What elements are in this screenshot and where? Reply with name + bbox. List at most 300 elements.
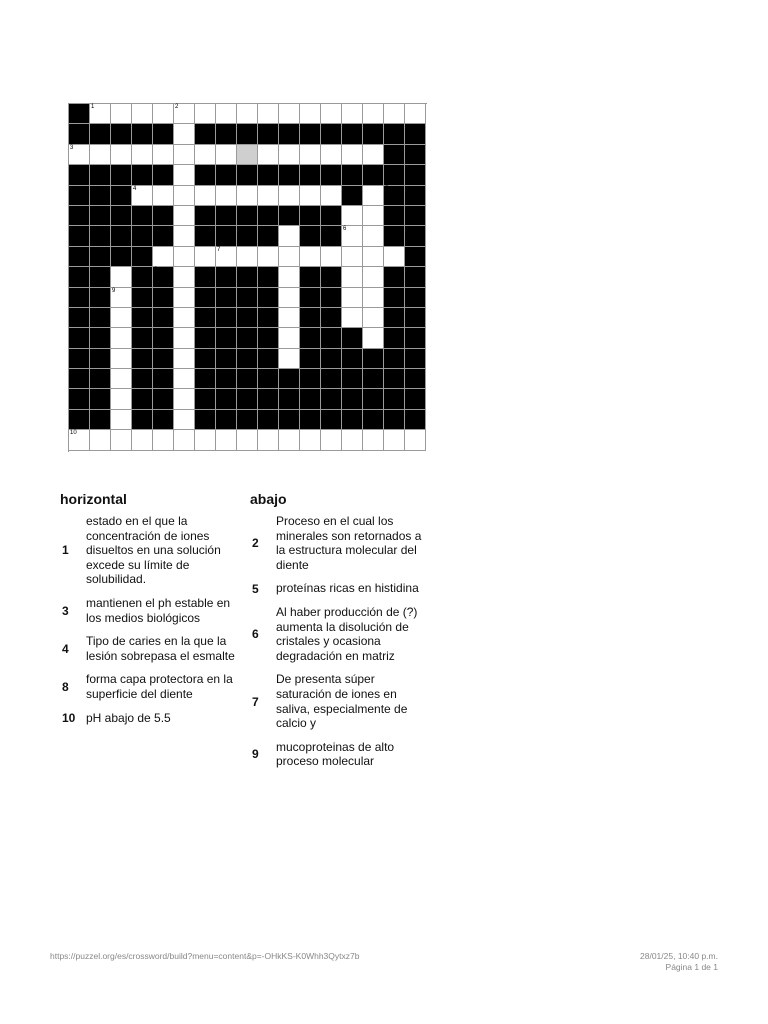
grid-block-cell [132, 165, 153, 185]
grid-block-cell [90, 267, 111, 287]
grid-block-cell [342, 124, 363, 144]
clue-text: Tipo de caries en la que la lesión sobrepasa el esmalte [86, 634, 235, 663]
grid-letter-cell[interactable] [384, 247, 405, 267]
grid-block-cell [132, 206, 153, 226]
grid-letter-cell[interactable] [363, 104, 384, 124]
grid-block-cell [132, 389, 153, 409]
grid-letter-cell[interactable] [279, 145, 300, 165]
clue-item [60, 596, 240, 625]
grid-letter-cell[interactable] [132, 430, 153, 450]
grid-block-cell [405, 186, 426, 206]
grid-block-cell [405, 288, 426, 308]
grid-block-cell [384, 165, 405, 185]
grid-letter-cell[interactable] [195, 430, 216, 450]
grid-block-cell [258, 349, 279, 369]
grid-letter-cell[interactable] [405, 430, 426, 450]
grid-block-cell [300, 165, 321, 185]
grid-block-cell [69, 267, 90, 287]
across-clue-list [60, 514, 240, 725]
grid-letter-cell[interactable] [153, 430, 174, 450]
grid-letter-cell[interactable] [321, 145, 342, 165]
clue-number: 1 [62, 543, 69, 558]
grid-block-cell [321, 165, 342, 185]
grid-letter-cell[interactable] [342, 247, 363, 267]
grid-block-cell [384, 186, 405, 206]
grid-block-cell [321, 267, 342, 287]
clue-text: proteínas ricas en histidina [276, 581, 419, 596]
clue-text: estado en el que la concentración de iones disueltos en una solución excede su límite de solubilidad. [86, 514, 221, 587]
grid-letter-cell[interactable] [363, 206, 384, 226]
grid-letter-cell[interactable] [132, 145, 153, 165]
grid-block-cell [132, 124, 153, 144]
grid-letter-cell[interactable] [216, 145, 237, 165]
grid-letter-cell[interactable] [132, 186, 153, 206]
clue-number-label: 2 [175, 104, 179, 110]
clue-item [250, 581, 430, 596]
grid-letter-cell[interactable] [174, 410, 195, 430]
grid-block-cell [69, 349, 90, 369]
grid-block-cell [90, 124, 111, 144]
grid-letter-cell[interactable] [174, 328, 195, 348]
grid-block-cell [258, 369, 279, 389]
grid-block-cell [69, 247, 90, 267]
grid-block-cell [216, 349, 237, 369]
grid-block-cell [258, 226, 279, 246]
grid-block-cell [384, 226, 405, 246]
grid-block-cell [132, 288, 153, 308]
grid-block-cell [384, 308, 405, 328]
clue-number-label: 1 [91, 104, 95, 110]
grid-letter-cell[interactable] [405, 104, 426, 124]
grid-block-cell [258, 410, 279, 430]
across-title: horizontal [60, 491, 127, 507]
grid-block-cell [405, 206, 426, 226]
grid-block-cell [384, 206, 405, 226]
grid-block-cell [90, 206, 111, 226]
grid-block-cell [153, 369, 174, 389]
grid-letter-cell[interactable] [363, 186, 384, 206]
grid-block-cell [195, 369, 216, 389]
grid-block-cell [384, 389, 405, 409]
grid-letter-cell[interactable] [216, 186, 237, 206]
grid-block-cell [384, 349, 405, 369]
grid-block-cell [405, 226, 426, 246]
grid-letter-cell[interactable] [153, 186, 174, 206]
grid-block-cell [69, 389, 90, 409]
grid-block-cell [237, 349, 258, 369]
clue-number-label: 6 [343, 226, 347, 233]
grid-letter-cell[interactable] [321, 247, 342, 267]
grid-block-cell [69, 124, 90, 144]
grid-letter-cell[interactable] [279, 104, 300, 124]
grid-block-cell [132, 410, 153, 430]
grid-letter-cell[interactable] [342, 430, 363, 450]
grid-block-cell [195, 308, 216, 328]
grid-block-cell [342, 410, 363, 430]
grid-block-cell [195, 328, 216, 348]
grid-block-cell [321, 206, 342, 226]
grid-block-cell [300, 308, 321, 328]
grid-letter-cell[interactable] [321, 430, 342, 450]
crossword-grid [68, 103, 427, 452]
grid-letter-cell[interactable] [363, 328, 384, 348]
clue-number: 2 [252, 536, 259, 551]
grid-letter-cell[interactable] [363, 267, 384, 287]
grid-letter-cell[interactable] [174, 369, 195, 389]
grid-letter-cell[interactable] [300, 247, 321, 267]
grid-letter-cell[interactable] [321, 104, 342, 124]
grid-block-cell [90, 410, 111, 430]
grid-letter-cell[interactable] [111, 145, 132, 165]
grid-block-cell [111, 247, 132, 267]
grid-block-cell [153, 165, 174, 185]
grid-block-cell [258, 288, 279, 308]
grid-block-cell [342, 369, 363, 389]
grid-block-cell [111, 186, 132, 206]
grid-letter-cell[interactable] [153, 145, 174, 165]
grid-letter-cell[interactable] [279, 288, 300, 308]
grid-letter-cell[interactable] [174, 206, 195, 226]
grid-letter-cell[interactable] [384, 430, 405, 450]
grid-block-cell [342, 389, 363, 409]
footer-meta [640, 951, 718, 973]
clue-item [250, 514, 430, 572]
grid-block-cell [216, 124, 237, 144]
grid-block-cell [237, 410, 258, 430]
grid-letter-cell[interactable] [174, 186, 195, 206]
grid-block-cell [153, 410, 174, 430]
clue-number: 6 [252, 627, 259, 642]
grid-letter-cell[interactable] [279, 226, 300, 246]
clue-number-label: 9 [112, 287, 116, 294]
grid-letter-cell[interactable] [342, 308, 363, 328]
grid-block-cell [300, 328, 321, 348]
grid-block-cell [279, 410, 300, 430]
grid-block-cell [405, 308, 426, 328]
grid-letter-cell[interactable] [342, 104, 363, 124]
grid-letter-cell[interactable] [174, 288, 195, 308]
grid-letter-cell[interactable] [321, 186, 342, 206]
grid-block-cell [195, 267, 216, 287]
clue-number: 3 [62, 603, 69, 618]
clue-text: forma capa protectora en la superficie del diente [86, 672, 233, 701]
grid-block-cell [216, 389, 237, 409]
grid-letter-cell[interactable] [111, 288, 132, 308]
grid-letter-cell[interactable] [300, 104, 321, 124]
grid-block-cell [237, 267, 258, 287]
grid-block-cell [237, 288, 258, 308]
grid-letter-cell[interactable] [69, 430, 90, 450]
grid-block-cell [384, 369, 405, 389]
grid-letter-cell[interactable] [216, 104, 237, 124]
grid-letter-cell[interactable] [363, 145, 384, 165]
grid-block-cell [405, 328, 426, 348]
grid-letter-cell[interactable] [342, 267, 363, 287]
grid-letter-cell[interactable] [111, 267, 132, 287]
grid-block-cell [195, 288, 216, 308]
footer-page: Página 1 de 1 [665, 962, 718, 972]
grid-block-cell [237, 124, 258, 144]
grid-letter-cell[interactable] [258, 104, 279, 124]
grid-block-cell [153, 267, 174, 287]
grid-block-cell [363, 389, 384, 409]
grid-block-cell [69, 186, 90, 206]
grid-block-cell [300, 267, 321, 287]
grid-block-cell [321, 308, 342, 328]
footer-datetime: 28/01/25, 10:40 p.m. [640, 951, 718, 961]
grid-block-cell [153, 328, 174, 348]
clue-item [60, 711, 240, 726]
grid-letter-cell[interactable] [90, 430, 111, 450]
grid-letter-cell[interactable] [111, 369, 132, 389]
grid-block-cell [321, 288, 342, 308]
grid-block-cell [405, 410, 426, 430]
grid-block-cell [279, 206, 300, 226]
grid-block-cell [195, 410, 216, 430]
grid-block-cell [195, 206, 216, 226]
grid-letter-cell[interactable] [195, 145, 216, 165]
grid-block-cell [342, 186, 363, 206]
grid-block-cell [405, 369, 426, 389]
grid-block-cell [90, 389, 111, 409]
grid-block-cell [132, 226, 153, 246]
grid-letter-cell[interactable] [279, 247, 300, 267]
grid-letter-cell[interactable] [363, 226, 384, 246]
grid-letter-cell[interactable] [237, 430, 258, 450]
grid-block-cell [216, 308, 237, 328]
grid-block-cell [258, 206, 279, 226]
grid-block-cell [216, 206, 237, 226]
grid-letter-cell[interactable] [174, 267, 195, 287]
grid-letter-cell[interactable] [279, 186, 300, 206]
clue-number: 8 [62, 679, 69, 694]
grid-block-cell [216, 369, 237, 389]
grid-block-cell [132, 267, 153, 287]
grid-letter-cell[interactable] [69, 145, 90, 165]
grid-block-cell [279, 389, 300, 409]
grid-block-cell [279, 369, 300, 389]
grid-letter-cell[interactable] [195, 104, 216, 124]
grid-block-cell [153, 389, 174, 409]
grid-letter-cell[interactable] [153, 104, 174, 124]
grid-letter-cell[interactable] [237, 104, 258, 124]
grid-block-cell [279, 165, 300, 185]
grid-block-cell [237, 328, 258, 348]
grid-letter-cell[interactable] [216, 247, 237, 267]
grid-letter-cell[interactable] [132, 104, 153, 124]
grid-block-cell [237, 389, 258, 409]
clue-number: 4 [62, 641, 69, 656]
clue-number-label: 3 [70, 144, 74, 151]
grid-letter-cell[interactable] [279, 349, 300, 369]
grid-block-cell [258, 124, 279, 144]
grid-letter-cell[interactable] [237, 145, 258, 165]
down-clue-list [250, 514, 430, 769]
grid-block-cell [300, 124, 321, 144]
grid-block-cell [384, 124, 405, 144]
clue-item [250, 740, 430, 769]
grid-block-cell [90, 328, 111, 348]
grid-block-cell [195, 349, 216, 369]
grid-block-cell [237, 369, 258, 389]
clue-item [250, 672, 430, 730]
grid-letter-cell[interactable] [174, 430, 195, 450]
grid-block-cell [195, 124, 216, 144]
clue-number-label: 5 [385, 185, 389, 192]
grid-letter-cell[interactable] [342, 288, 363, 308]
grid-letter-cell[interactable] [174, 104, 195, 124]
grid-block-cell [153, 206, 174, 226]
grid-letter-cell[interactable] [174, 124, 195, 144]
grid-letter-cell[interactable] [237, 186, 258, 206]
grid-letter-cell[interactable] [363, 308, 384, 328]
grid-block-cell [69, 165, 90, 185]
grid-block-cell [195, 226, 216, 246]
grid-letter-cell[interactable] [195, 247, 216, 267]
grid-block-cell [90, 369, 111, 389]
grid-letter-cell[interactable] [279, 328, 300, 348]
grid-letter-cell[interactable] [111, 389, 132, 409]
clue-text: Al haber producción de (?) aumenta la disolución de cristales y ocasiona degradación en matriz [276, 604, 418, 663]
clue-text: mantienen el ph estable en los medios biológicos [86, 595, 231, 625]
grid-block-cell [321, 410, 342, 430]
grid-block-cell [363, 410, 384, 430]
grid-block-cell [300, 206, 321, 226]
grid-block-cell [195, 165, 216, 185]
clue-number: 10 [62, 710, 76, 725]
grid-block-cell [90, 308, 111, 328]
grid-block-cell [300, 349, 321, 369]
clue-number: 9 [252, 747, 259, 762]
grid-letter-cell[interactable] [342, 226, 363, 246]
grid-block-cell [258, 308, 279, 328]
footer-url: https://puzzel.org/es/crossword/build?menu=content&p=-OHkKS-K0Whh3Qytxz7b [50, 951, 360, 961]
grid-letter-cell[interactable] [216, 430, 237, 450]
clue-number-label: 4 [133, 185, 137, 192]
grid-letter-cell[interactable] [174, 145, 195, 165]
grid-block-cell [132, 308, 153, 328]
grid-block-cell [90, 226, 111, 246]
grid-letter-cell[interactable] [342, 145, 363, 165]
grid-block-cell [321, 349, 342, 369]
grid-letter-cell[interactable] [300, 186, 321, 206]
grid-block-cell [405, 389, 426, 409]
grid-letter-cell[interactable] [153, 247, 174, 267]
grid-letter-cell[interactable] [111, 328, 132, 348]
grid-block-cell [405, 267, 426, 287]
grid-letter-cell[interactable] [300, 145, 321, 165]
grid-letter-cell[interactable] [258, 247, 279, 267]
grid-block-cell [90, 186, 111, 206]
clue-number-label: 7 [217, 246, 221, 253]
grid-block-cell [237, 165, 258, 185]
grid-letter-cell[interactable] [384, 104, 405, 124]
grid-block-cell [321, 389, 342, 409]
grid-letter-cell[interactable] [174, 389, 195, 409]
grid-letter-cell[interactable] [258, 186, 279, 206]
grid-block-cell [216, 410, 237, 430]
grid-block-cell [216, 165, 237, 185]
grid-block-cell [153, 308, 174, 328]
grid-block-cell [132, 328, 153, 348]
grid-letter-cell[interactable] [174, 226, 195, 246]
grid-letter-cell[interactable] [279, 430, 300, 450]
grid-letter-cell[interactable] [111, 410, 132, 430]
grid-letter-cell[interactable] [258, 430, 279, 450]
grid-block-cell [90, 349, 111, 369]
grid-letter-cell[interactable] [111, 104, 132, 124]
clue-number: 5 [252, 581, 259, 596]
grid-block-cell [153, 226, 174, 246]
grid-letter-cell[interactable] [174, 308, 195, 328]
grid-letter-cell[interactable] [342, 206, 363, 226]
grid-block-cell [405, 124, 426, 144]
clue-item [250, 605, 430, 663]
grid-block-cell [321, 328, 342, 348]
grid-letter-cell[interactable] [279, 308, 300, 328]
grid-block-cell [384, 288, 405, 308]
grid-letter-cell[interactable] [111, 308, 132, 328]
grid-block-cell [153, 288, 174, 308]
grid-letter-cell[interactable] [363, 247, 384, 267]
grid-block-cell [237, 206, 258, 226]
grid-block-cell [384, 145, 405, 165]
grid-block-cell [342, 328, 363, 348]
grid-letter-cell[interactable] [363, 430, 384, 450]
grid-letter-cell[interactable] [111, 430, 132, 450]
grid-letter-cell[interactable] [174, 165, 195, 185]
grid-block-cell [216, 328, 237, 348]
grid-block-cell [90, 288, 111, 308]
grid-block-cell [405, 145, 426, 165]
grid-letter-cell[interactable] [90, 104, 111, 124]
grid-block-cell [342, 349, 363, 369]
grid-block-cell [363, 349, 384, 369]
grid-letter-cell[interactable] [363, 288, 384, 308]
grid-letter-cell[interactable] [195, 186, 216, 206]
grid-block-cell [69, 410, 90, 430]
grid-letter-cell[interactable] [111, 349, 132, 369]
grid-block-cell [321, 124, 342, 144]
grid-block-cell [384, 267, 405, 287]
clue-item [60, 672, 240, 701]
grid-letter-cell[interactable] [174, 349, 195, 369]
grid-block-cell [258, 267, 279, 287]
grid-block-cell [258, 328, 279, 348]
grid-block-cell [132, 369, 153, 389]
across-clues [60, 490, 240, 734]
grid-block-cell [300, 389, 321, 409]
clue-item [60, 634, 240, 663]
grid-letter-cell[interactable] [174, 247, 195, 267]
grid-block-cell [405, 165, 426, 185]
grid-letter-cell[interactable] [237, 247, 258, 267]
grid-block-cell [321, 226, 342, 246]
grid-block-cell [111, 206, 132, 226]
grid-block-cell [111, 165, 132, 185]
grid-block-cell [363, 124, 384, 144]
grid-letter-cell[interactable] [300, 430, 321, 450]
grid-block-cell [69, 308, 90, 328]
grid-block-cell [132, 247, 153, 267]
grid-letter-cell[interactable] [90, 145, 111, 165]
grid-letter-cell[interactable] [258, 145, 279, 165]
grid-block-cell [69, 288, 90, 308]
down-title: abajo [250, 491, 287, 507]
grid-block-cell [90, 247, 111, 267]
grid-letter-cell[interactable] [279, 267, 300, 287]
grid-block-cell [69, 226, 90, 246]
